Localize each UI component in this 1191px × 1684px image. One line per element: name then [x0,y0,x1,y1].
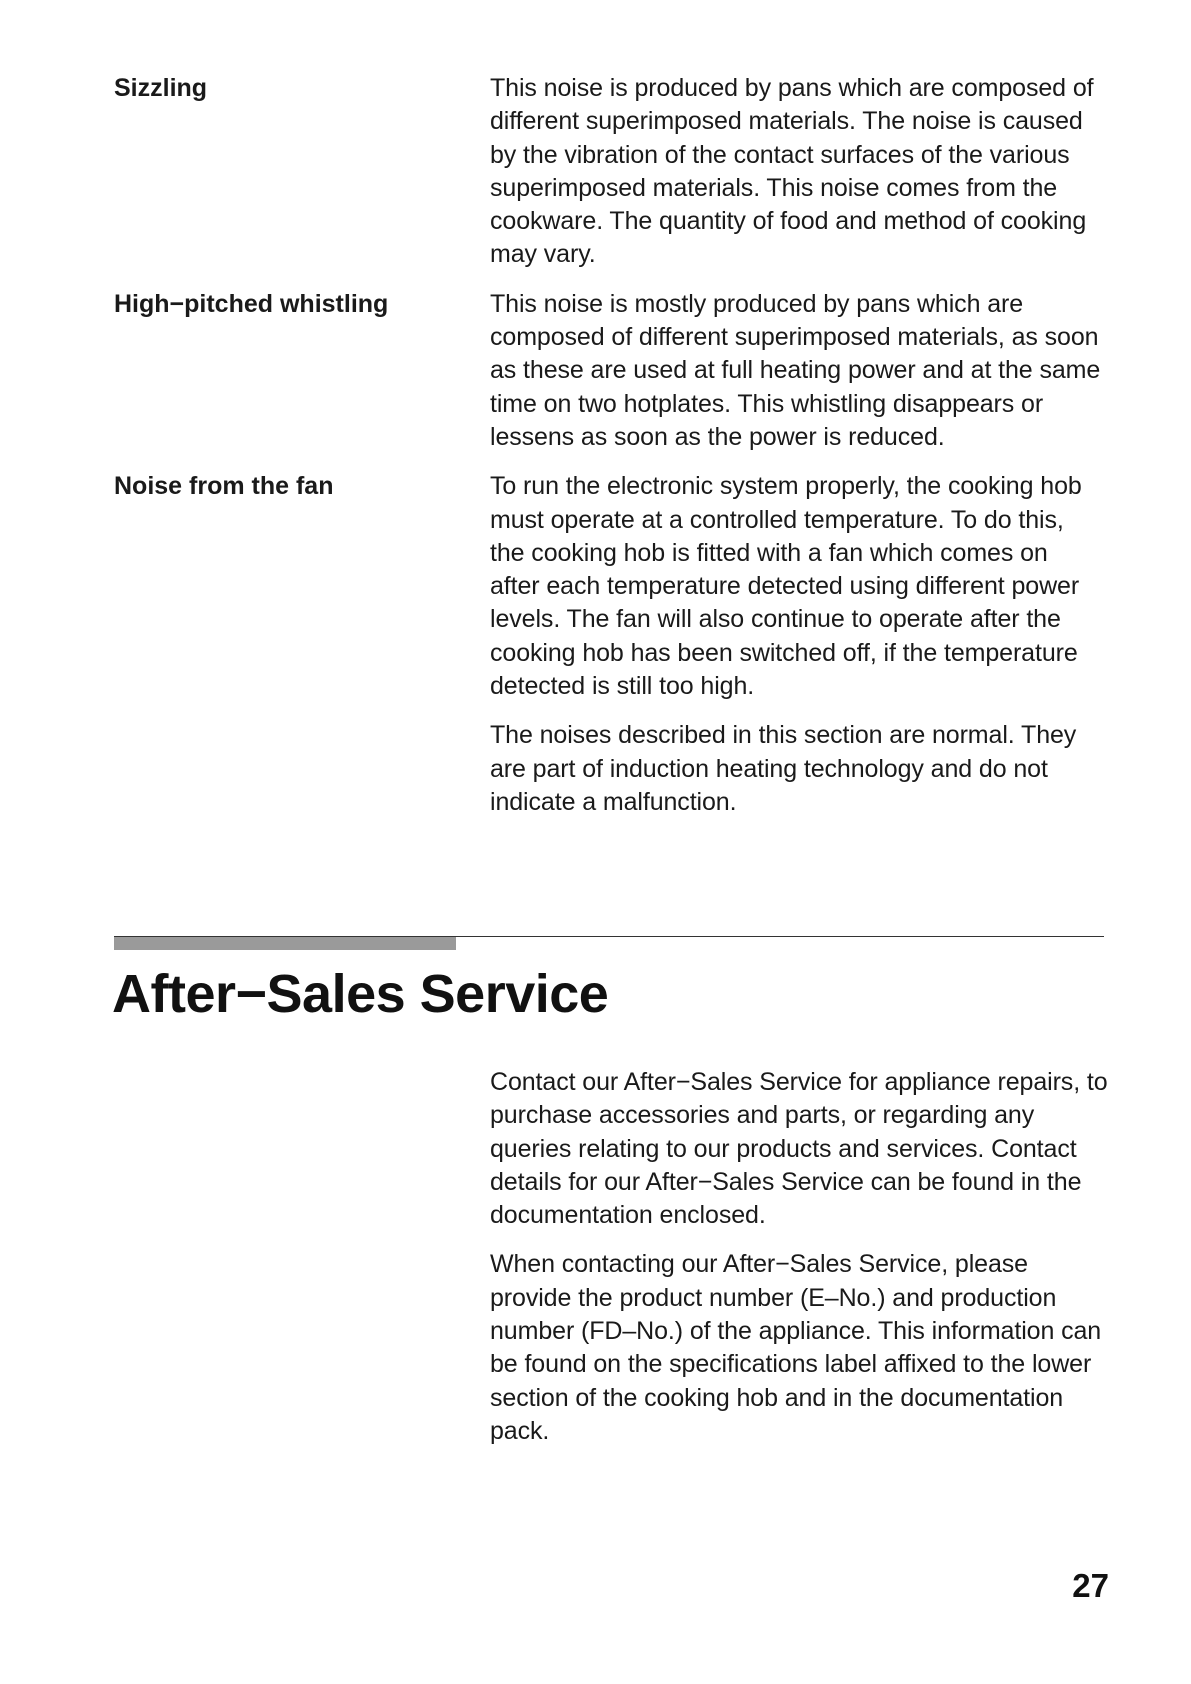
noise-term: Sizzling [114,74,208,102]
noise-row-sizzling [114,72,1104,272]
after-sales-paragraph: Contact our After−Sales Service for appliance repairs, to purchase accessories and parts, or regarding any queries relating to our products and services. Contact details for our After−Sales Service can be found in the documentation enclosed. [490,1068,1108,1230]
noise-row-fan [114,470,1104,703]
noise-table [114,72,1104,819]
noise-description-text: This noise is produced by pans which are composed of different superimposed materials. The noise is caused by the vibration of the contact surfaces of the various superimposed materials. This noise comes from the cookware. The quantity of food and method of cooking may vary. [490,74,1094,269]
noise-description [490,72,1104,272]
page-number: 27 [1072,1567,1109,1604]
noise-description-text: This noise is mostly produced by pans which are composed of different superimposed materials, as soon as these are used at full heating power and at the same time on two hotplates. This whistling disappears or lessens as soon as the power is reduced. [490,289,1101,451]
noise-description-text: To run the electronic system properly, the cooking hob must operate at a controlled temperature. To do this, the cooking hob is fitted with a fan which comes on after each temperature detected using different power levels. The fan will also continue to operate after the cooking hob has been switched off, if the temperature detected is still too high. [490,472,1082,701]
noise-note: The noises described in this section are normal. They are part of induction heating technology and do not indicate a malfunction. [490,721,1077,816]
noise-term: High−pitched whistling [114,289,389,318]
noise-term: Noise from the fan [114,472,334,501]
noise-description [490,288,1104,454]
noise-description [490,470,1104,703]
noise-row-whistling [114,288,1104,454]
after-sales-paragraph: When contacting our After−Sales Service, please provide the product number (E–No.) and production number (FD–No.) of the appliance. This information can be found on the specifications label affixed to the lower section of the cooking hob and in the documentation pack. [490,1250,1102,1445]
after-sales-body [490,1066,1110,1464]
section-divider-bar [114,937,456,950]
section-title: After−Sales Service [112,964,609,1024]
